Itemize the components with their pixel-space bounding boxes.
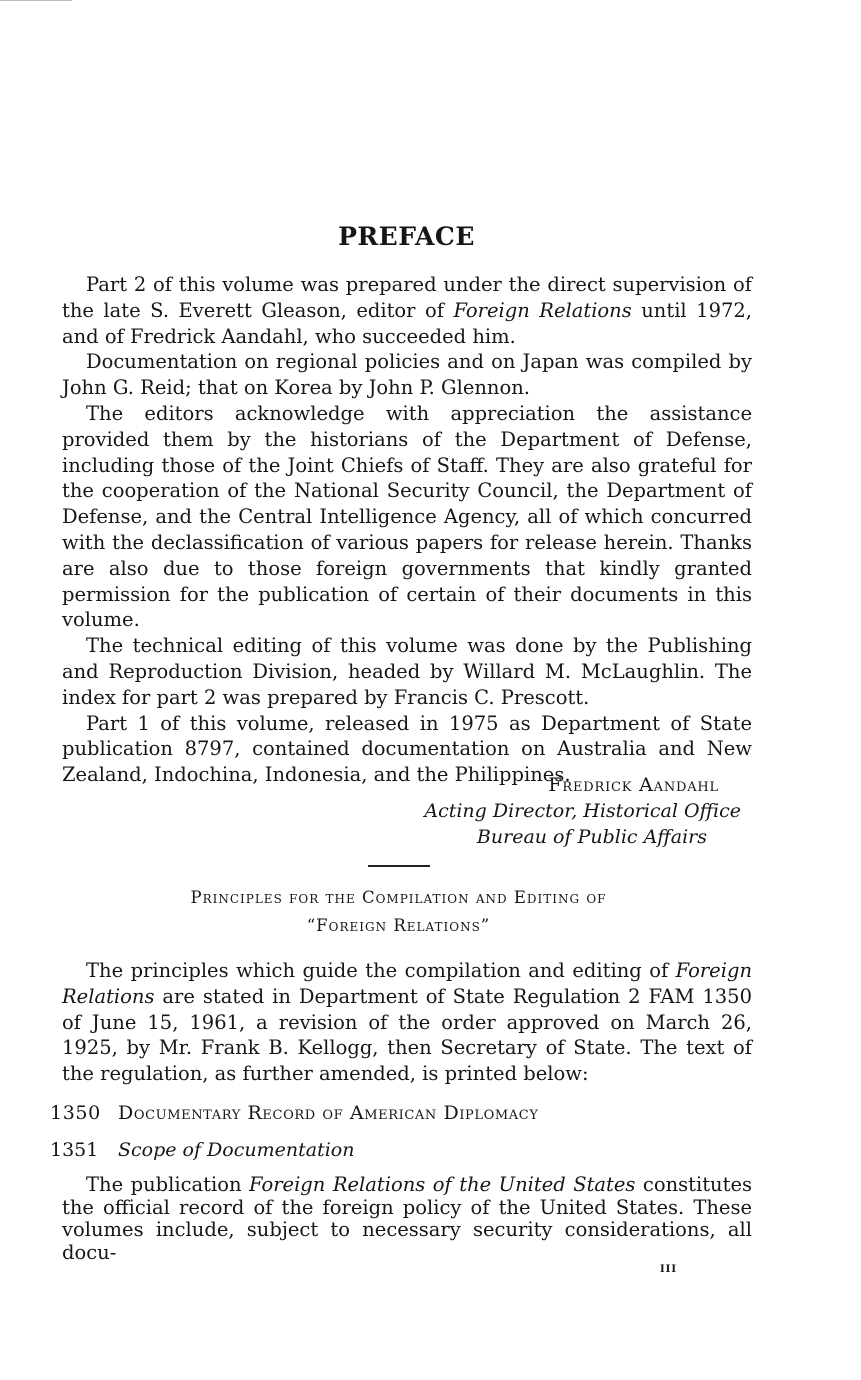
text-run: are stated in Department of State Regulation 2 FAM 1350 of June 15, 1961, a revision of the order approved on March 26, 1925, by Mr. Frank B. Kellogg, then Secretary of State. The text of the regulation, as further amended, is printed below:: [62, 984, 752, 1086]
signature-name: Fredrick Aandahl: [548, 774, 719, 796]
section-number: 1350: [50, 1102, 101, 1124]
italic-text: Foreign Relations: [453, 298, 632, 322]
page-number: iii: [660, 1260, 678, 1276]
paragraph: [62, 272, 752, 349]
principles-body: [62, 958, 752, 1087]
principles-heading-line-2: “Foreign Relations”: [306, 916, 491, 935]
text-run: Part 1 of this volume, released in 1975 as Department of State publication 8797, contained documentation on Australia and New Zealand, Indochina, Indonesia, and the Philippines.: [62, 711, 752, 787]
italic-text: Foreign Relations of the United States: [249, 1173, 636, 1196]
section-title: Scope of Documentation: [118, 1139, 355, 1161]
principles-heading: [0, 884, 829, 940]
section-divider: [368, 865, 430, 867]
signature-office: Bureau of Public Affairs: [476, 826, 707, 848]
paragraph: [62, 958, 752, 1087]
scope-body: [62, 1174, 752, 1264]
section-1351-heading: [50, 1139, 354, 1161]
section-1350-heading: [50, 1102, 539, 1124]
text-run: The principles which guide the compilation and editing of: [86, 959, 676, 982]
section-number: 1351: [50, 1139, 99, 1161]
preface-title: PREFACE: [338, 222, 475, 251]
text-run: until 1972, and of Fredrick Aandahl, who succeeded him.: [62, 298, 752, 348]
preface-body: [62, 272, 752, 788]
signature-title: Acting Director, Historical Office: [424, 800, 741, 822]
italic-text: Foreign Relations: [62, 959, 752, 1008]
text-run: Part 2 of this volume was prepared under the direct supervision of the late S. Everett Gleason, editor of: [62, 273, 752, 322]
text-run: The editors acknowledge with appreciation the assistance provided them by the historians of the Department of Defense, including those of the Joint Chiefs of Staff. They are also grateful for the cooperation of the National Security Council, the Department of Defense, and the Central Intelligence Agency, all of which concurred with the declassification of various papers for release herein. Thanks are also due to those foreign governments that kindly granted permission for the publication of certain of their documents in this volume.: [62, 401, 752, 632]
text-run: constitutes the official record of the foreign policy of the United States. These volumes include, subject to necessary security considerations, all docu-: [62, 1173, 753, 1264]
paragraph: [62, 349, 752, 401]
principles-heading-line-1: Principles for the Compilation and Editing of: [190, 888, 607, 907]
top-edge-rule: [0, 0, 72, 1]
paragraph: [62, 633, 752, 710]
section-title: Documentary Record of American Diplomacy: [118, 1102, 539, 1124]
paragraph: [62, 401, 752, 633]
paragraph: [62, 1174, 752, 1264]
text-run: The publication: [86, 1173, 249, 1196]
text-run: The technical editing of this volume was done by the Publishing and Reproduction Division, headed by Willard M. McLaughlin. The index for part 2 was prepared by Francis C. Prescott.: [62, 634, 752, 709]
text-run: Documentation on regional policies and on Japan was compiled by John G. Reid; that on Korea by John P. Glennon.: [62, 350, 752, 400]
